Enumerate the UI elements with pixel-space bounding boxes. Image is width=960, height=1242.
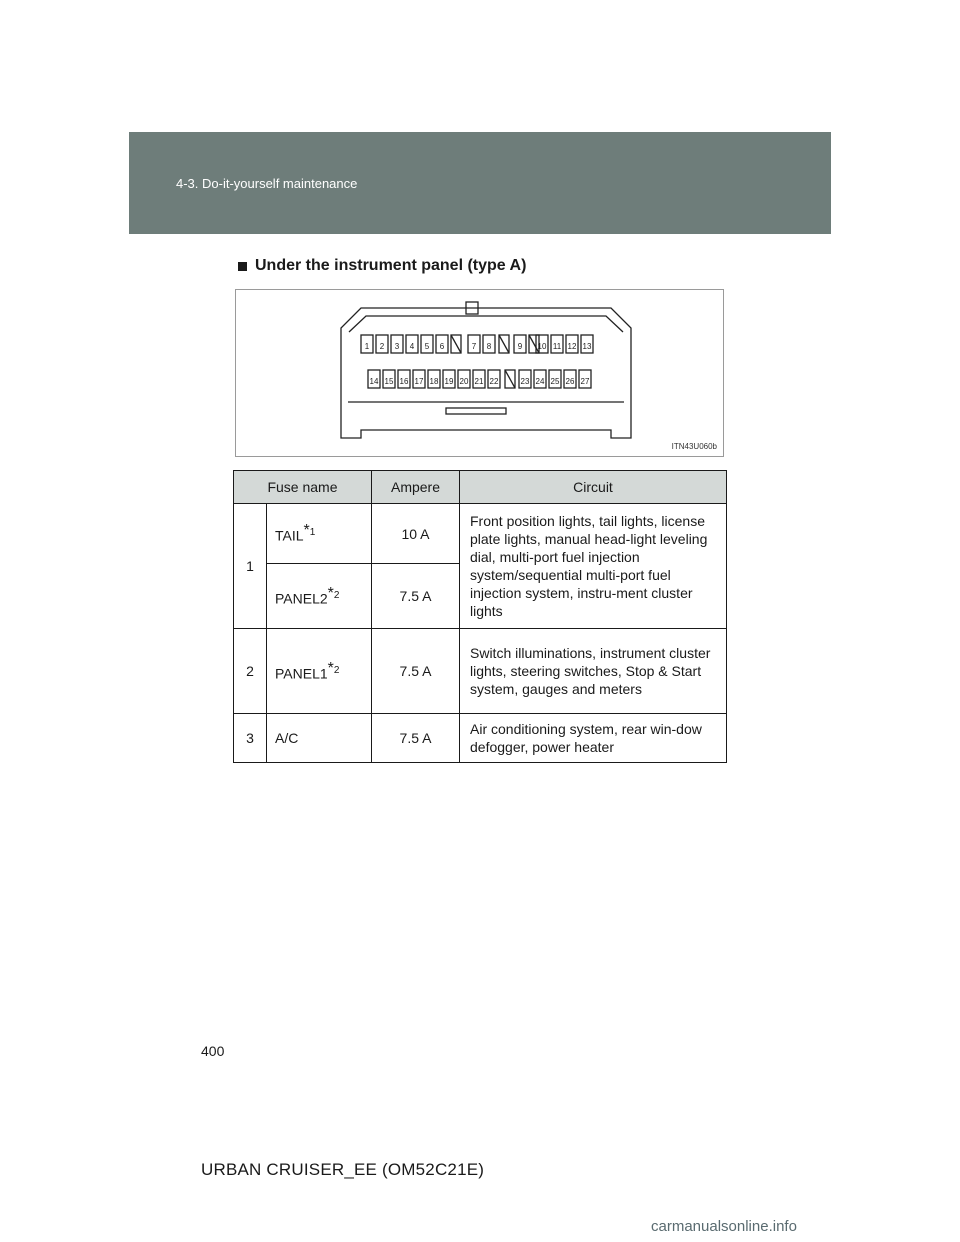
terminal-label: 13 bbox=[582, 342, 592, 351]
table-row bbox=[234, 629, 727, 714]
fuse-number: 2 bbox=[234, 629, 267, 714]
fuse-box-diagram bbox=[236, 290, 725, 458]
footer-text: URBAN CRUISER_EE (OM52C21E) bbox=[201, 1160, 485, 1179]
terminal-label: 5 bbox=[424, 342, 430, 351]
section-label: 4-3. Do-it-yourself maintenance bbox=[176, 176, 358, 191]
page-number: 400 bbox=[201, 1043, 225, 1059]
col-header-ampere: Ampere bbox=[372, 471, 460, 504]
section-heading-text: Under the instrument panel (type A) bbox=[255, 257, 527, 274]
figure-code: ITN43U060b bbox=[671, 442, 717, 451]
col-header-fuse-name: Fuse name bbox=[234, 471, 372, 504]
terminal-label: 17 bbox=[414, 377, 424, 386]
fuse-ampere: 10 A bbox=[372, 504, 460, 564]
blank-slot-mark bbox=[451, 335, 461, 353]
terminal-label: 24 bbox=[535, 377, 545, 386]
terminal-label: 8 bbox=[486, 342, 492, 351]
section-heading bbox=[238, 257, 526, 275]
terminal-label: 23 bbox=[520, 377, 530, 386]
fuse-ampere: 7.5 A bbox=[372, 564, 460, 629]
connector-latch bbox=[446, 408, 506, 414]
terminal-label: 7 bbox=[471, 342, 477, 351]
fuse-number: 1 bbox=[234, 504, 267, 629]
terminal-label: 3 bbox=[394, 342, 400, 351]
fuse-circuit: Front position lights, tail lights, license plate lights, manual head-light leveling dial, multi-port fuel injection system/sequential multi-port fuel injection system, instru-ment cluster lights bbox=[460, 504, 727, 629]
terminal-label: 18 bbox=[429, 377, 439, 386]
col-header-circuit: Circuit bbox=[460, 471, 727, 504]
terminal-label: 16 bbox=[399, 377, 409, 386]
fuse-name: A/C bbox=[267, 714, 372, 763]
connector-top-edge bbox=[349, 316, 623, 332]
table-row bbox=[234, 504, 727, 564]
terminal-label: 20 bbox=[459, 377, 469, 386]
terminal-label: 2 bbox=[379, 342, 385, 351]
fuse-table bbox=[233, 470, 727, 763]
watermark-link[interactable]: carmanualsonline.info bbox=[651, 1218, 797, 1235]
terminal-label: 11 bbox=[552, 342, 562, 351]
fuse-name: TAIL$^{*1}$ bbox=[267, 504, 372, 564]
table-row bbox=[234, 714, 727, 763]
terminal-label: 14 bbox=[369, 377, 379, 386]
terminal-label: 26 bbox=[565, 377, 575, 386]
terminal-label: 12 bbox=[567, 342, 577, 351]
fuse-box-figure bbox=[235, 289, 724, 457]
fuse-name: PANEL1$^{*2}$ bbox=[267, 629, 372, 714]
terminal-label: 21 bbox=[474, 377, 484, 386]
fuse-number: 3 bbox=[234, 714, 267, 763]
connector-outline bbox=[341, 308, 631, 438]
terminal-label: 10 bbox=[537, 342, 547, 351]
terminal-label: 25 bbox=[550, 377, 560, 386]
table-header-row bbox=[234, 471, 727, 504]
terminal-label: 22 bbox=[489, 377, 499, 386]
fuse-circuit: Switch illuminations, instrument cluster lights, steering switches, Stop & Start system, gauges and meters bbox=[460, 629, 727, 714]
terminal-label: 9 bbox=[517, 342, 523, 351]
terminal-label: 4 bbox=[409, 342, 415, 351]
fuse-circuit: Air conditioning system, rear win-dow defogger, power heater bbox=[460, 714, 727, 763]
terminal-label: 6 bbox=[439, 342, 445, 351]
fuse-name: PANEL2$^{*2}$ bbox=[267, 564, 372, 629]
blank-slot-mark bbox=[505, 370, 515, 388]
square-bullet-icon bbox=[238, 262, 247, 271]
fuse-ampere: 7.5 A bbox=[372, 714, 460, 763]
blank-slot-mark bbox=[499, 335, 509, 353]
fuse-ampere: 7.5 A bbox=[372, 629, 460, 714]
terminal-label: 1 bbox=[364, 342, 370, 351]
terminal-label: 27 bbox=[580, 377, 590, 386]
terminal-label: 15 bbox=[384, 377, 394, 386]
terminal-label: 19 bbox=[444, 377, 454, 386]
